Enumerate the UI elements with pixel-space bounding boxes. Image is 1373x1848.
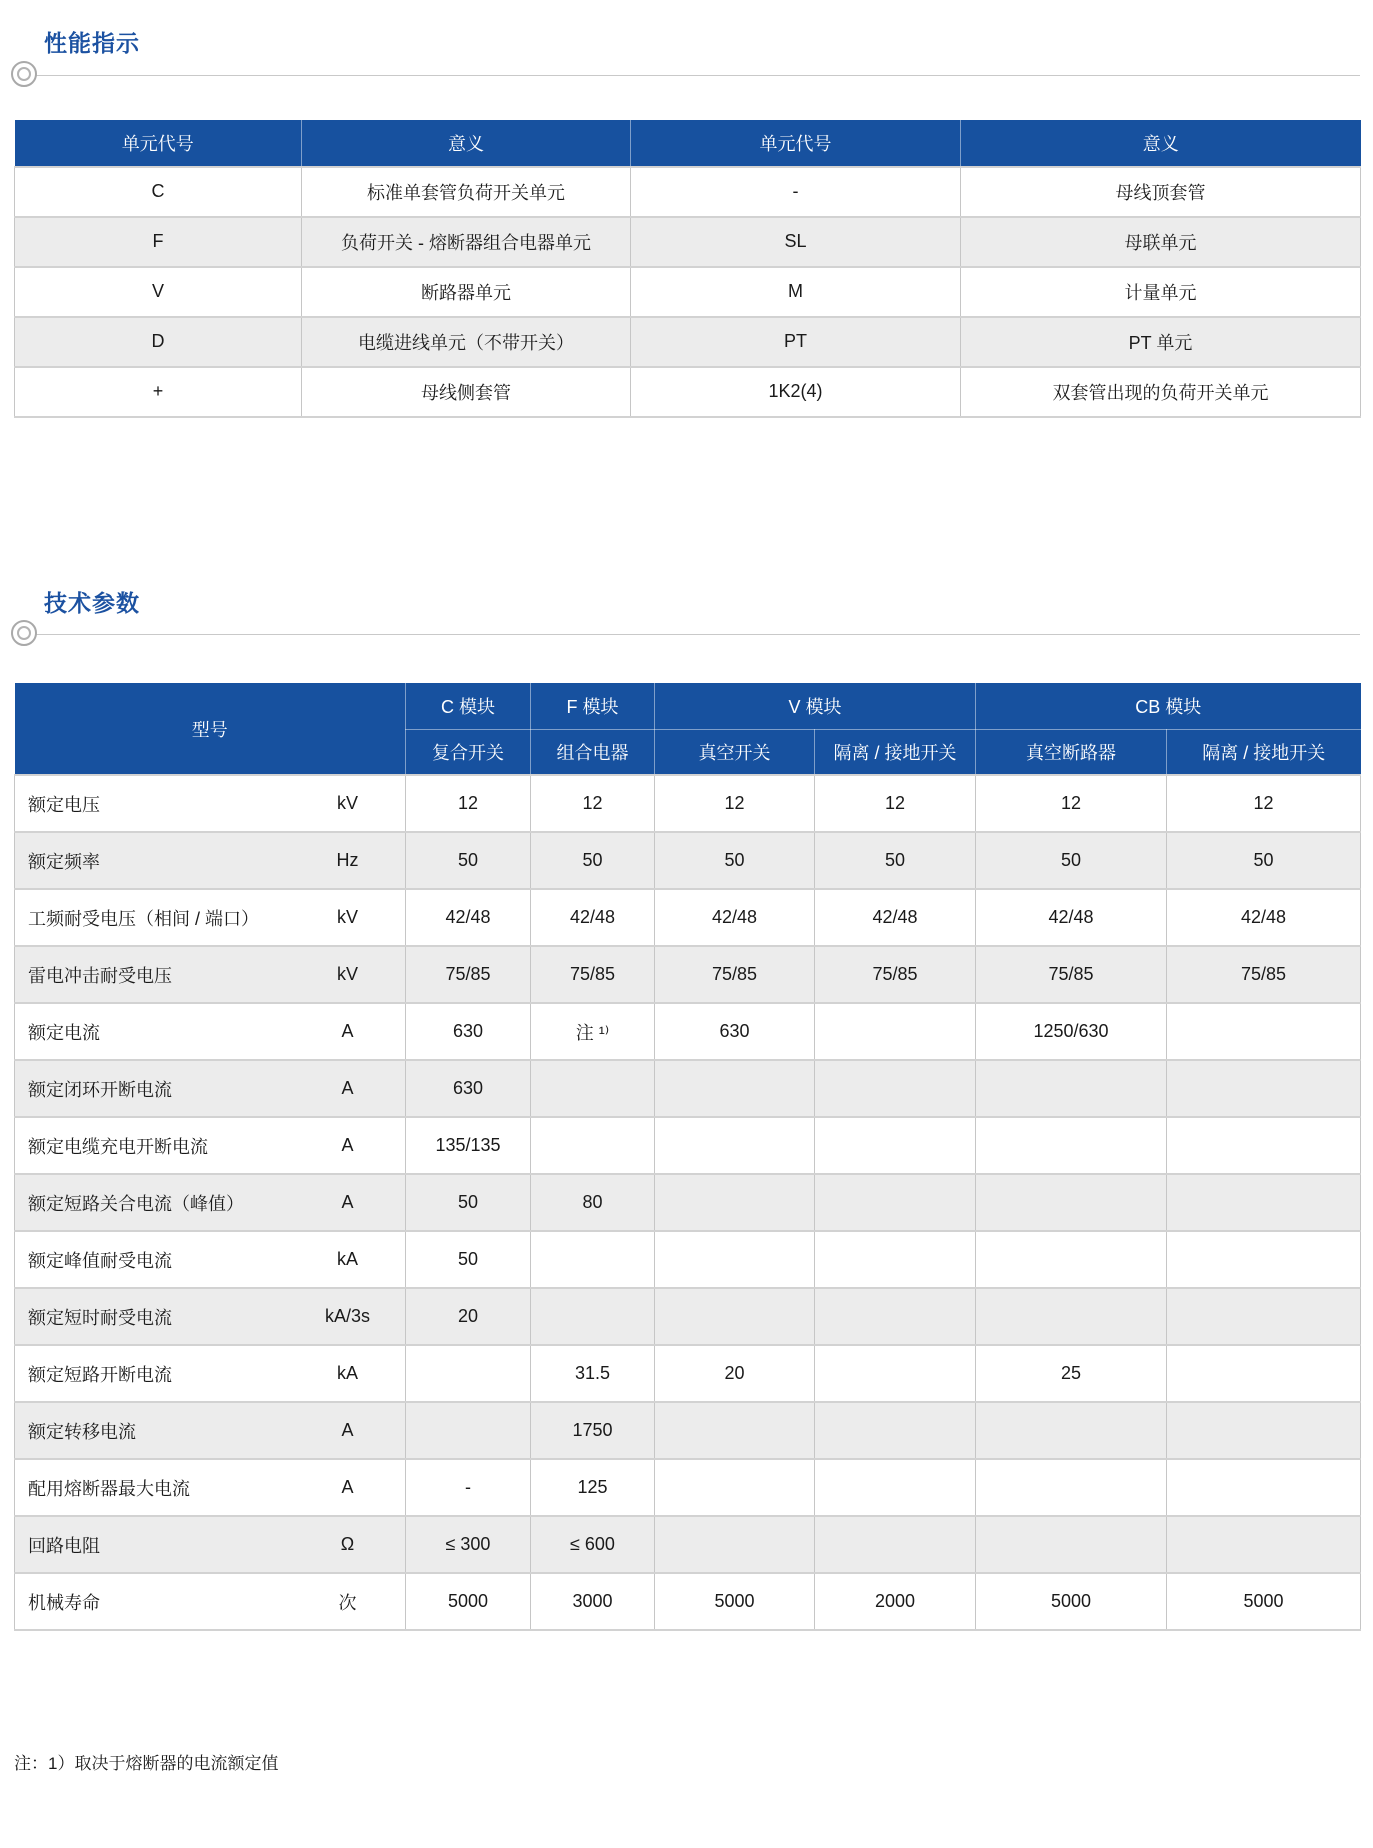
param-unit: kA <box>336 1249 358 1270</box>
value-cell <box>815 1060 976 1117</box>
param-name: 额定短路关合电流（峰值） <box>28 1193 244 1214</box>
value-cell <box>1167 1060 1361 1117</box>
meaning-cell: 计量单元 <box>961 267 1361 317</box>
value-cell: 75/85 <box>815 946 976 1003</box>
meaning-cell: 母联单元 <box>961 217 1361 267</box>
value-cell <box>1167 1117 1361 1174</box>
value-cell: 12 <box>1167 775 1361 832</box>
param-unit: A <box>341 1021 354 1042</box>
table-row <box>15 1516 1361 1573</box>
table-row <box>15 1288 1361 1345</box>
value-cell: 12 <box>655 775 815 832</box>
param-name: 额定闭环开断电流 <box>28 1079 172 1100</box>
meaning-cell: 断路器单元 <box>302 267 631 317</box>
table-row <box>15 889 1361 946</box>
model-header: 型号 <box>15 683 406 775</box>
value-cell <box>531 1231 655 1288</box>
table-row <box>15 1003 1361 1060</box>
subheader-isolation-earthing-switch: 隔离 / 接地开关 <box>815 729 976 775</box>
value-cell: 5000 <box>976 1573 1167 1630</box>
param-name: 额定频率 <box>28 851 100 872</box>
table-row <box>15 1459 1361 1516</box>
value-cell: 12 <box>406 775 531 832</box>
value-cell: 80 <box>531 1174 655 1231</box>
param-name: 额定电缆充电开断电流 <box>28 1136 208 1157</box>
value-cell <box>1167 1003 1361 1060</box>
subheader-vacuum-breaker: 真空断路器 <box>976 729 1167 775</box>
ring-marker-icon <box>11 620 37 646</box>
value-cell: 42/48 <box>1167 889 1361 946</box>
param-name: 额定短时耐受电流 <box>28 1307 172 1328</box>
param-name: 雷电冲击耐受电压 <box>28 965 172 986</box>
value-cell <box>815 1231 976 1288</box>
value-cell <box>976 1117 1167 1174</box>
value-cell: 50 <box>1167 832 1361 889</box>
param-cell <box>15 1516 406 1573</box>
value-cell: 12 <box>815 775 976 832</box>
value-cell <box>976 1402 1167 1459</box>
section-rule <box>0 58 1373 94</box>
value-cell <box>1167 1174 1361 1231</box>
divider-line <box>26 75 1360 76</box>
param-unit: kA <box>336 1363 358 1384</box>
unit-code-table <box>14 120 1361 418</box>
unit-code-header: 单元代号 <box>631 120 961 167</box>
table-row <box>15 317 1361 367</box>
value-cell: 1250/630 <box>976 1003 1167 1060</box>
value-cell <box>406 1345 531 1402</box>
param-cell <box>15 1573 406 1630</box>
value-cell <box>1167 1459 1361 1516</box>
value-cell <box>1167 1231 1361 1288</box>
unit-code-cell: M <box>631 267 961 317</box>
unit-code-cell: C <box>15 167 302 217</box>
table-row <box>15 367 1361 417</box>
param-cell <box>15 1231 406 1288</box>
value-cell: 125 <box>531 1459 655 1516</box>
table-row <box>15 775 1361 832</box>
module-cb-header: CB 模块 <box>976 683 1361 729</box>
param-cell <box>15 1174 406 1231</box>
value-cell <box>815 1402 976 1459</box>
unit-code-cell: V <box>15 267 302 317</box>
value-cell: 42/48 <box>655 889 815 946</box>
value-cell <box>976 1516 1167 1573</box>
value-cell <box>976 1288 1167 1345</box>
param-name: 额定电压 <box>28 794 100 815</box>
value-cell <box>655 1288 815 1345</box>
module-c-header: C 模块 <box>406 683 531 729</box>
value-cell: 50 <box>406 1231 531 1288</box>
value-cell: 50 <box>406 1174 531 1231</box>
value-cell: 135/135 <box>406 1117 531 1174</box>
divider-line <box>26 634 1360 635</box>
param-name: 机械寿命 <box>28 1592 100 1613</box>
table-row <box>15 1231 1361 1288</box>
table-row <box>15 1402 1361 1459</box>
param-name: 回路电阻 <box>28 1535 100 1556</box>
value-cell: 75/85 <box>655 946 815 1003</box>
value-cell <box>1167 1402 1361 1459</box>
unit-code-cell: 1K2(4) <box>631 367 961 417</box>
tech-params-table <box>14 683 1361 1631</box>
value-cell <box>1167 1516 1361 1573</box>
value-cell <box>815 1288 976 1345</box>
value-cell: 50 <box>655 832 815 889</box>
ring-marker-icon <box>11 61 37 87</box>
param-name: 额定峰值耐受电流 <box>28 1250 172 1271</box>
value-cell: 20 <box>655 1345 815 1402</box>
value-cell: 75/85 <box>976 946 1167 1003</box>
value-cell <box>976 1060 1167 1117</box>
value-cell: 2000 <box>815 1573 976 1630</box>
table-header-row <box>15 683 1361 729</box>
unit-code-cell: PT <box>631 317 961 367</box>
value-cell <box>976 1174 1167 1231</box>
param-unit: Ω <box>340 1534 355 1555</box>
value-cell: ≤ 600 <box>531 1516 655 1573</box>
table-row <box>15 1060 1361 1117</box>
footnote: 注：1）取决于熔断器的电流额定值 <box>14 1754 279 1774</box>
table-row <box>15 1117 1361 1174</box>
param-unit: A <box>341 1078 354 1099</box>
value-cell <box>655 1117 815 1174</box>
value-cell <box>655 1231 815 1288</box>
param-unit: kA/3s <box>324 1306 371 1327</box>
meaning-cell: 负荷开关 - 熔断器组合电器单元 <box>302 217 631 267</box>
value-cell: 50 <box>406 832 531 889</box>
param-cell <box>15 1402 406 1459</box>
value-cell: 50 <box>976 832 1167 889</box>
table-row <box>15 1345 1361 1402</box>
unit-code-cell: D <box>15 317 302 367</box>
unit-code-cell: - <box>631 167 961 217</box>
meaning-cell: 电缆进线单元（不带开关） <box>302 317 631 367</box>
param-unit: kV <box>336 907 358 928</box>
param-cell <box>15 1288 406 1345</box>
meaning-header: 意义 <box>302 120 631 167</box>
subheader-vacuum-switch: 真空开关 <box>655 729 815 775</box>
unit-code-cell: F <box>15 217 302 267</box>
param-name: 配用熔断器最大电流 <box>28 1478 190 1499</box>
value-cell <box>406 1402 531 1459</box>
unit-code-header: 单元代号 <box>15 120 302 167</box>
value-cell: 5000 <box>1167 1573 1361 1630</box>
param-name: 工频耐受电压（相间 / 端口） <box>28 908 260 929</box>
value-cell: 20 <box>406 1288 531 1345</box>
value-cell: 42/48 <box>976 889 1167 946</box>
param-unit: A <box>341 1477 354 1498</box>
ring-marker-inner-icon <box>17 626 31 640</box>
param-unit: Hz <box>336 850 359 871</box>
value-cell: 5000 <box>406 1573 531 1630</box>
meaning-header: 意义 <box>961 120 1361 167</box>
param-unit: kV <box>336 964 358 985</box>
meaning-cell: 母线侧套管 <box>302 367 631 417</box>
value-cell: 42/48 <box>815 889 976 946</box>
value-cell: 630 <box>655 1003 815 1060</box>
value-cell <box>531 1288 655 1345</box>
subheader-combined-apparatus: 组合电器 <box>531 729 655 775</box>
value-cell <box>815 1345 976 1402</box>
value-cell <box>815 1516 976 1573</box>
value-cell: 75/85 <box>531 946 655 1003</box>
value-cell <box>976 1459 1167 1516</box>
value-cell: 50 <box>815 832 976 889</box>
table-row <box>15 167 1361 217</box>
param-cell <box>15 889 406 946</box>
value-cell <box>815 1459 976 1516</box>
param-unit: kV <box>336 793 358 814</box>
value-cell <box>976 1231 1167 1288</box>
value-cell: 75/85 <box>1167 946 1361 1003</box>
value-cell: 12 <box>531 775 655 832</box>
value-cell <box>655 1060 815 1117</box>
value-cell: 5000 <box>655 1573 815 1630</box>
value-cell: 3000 <box>531 1573 655 1630</box>
unit-code-cell: + <box>15 367 302 417</box>
module-f-header: F 模块 <box>531 683 655 729</box>
value-cell <box>1167 1288 1361 1345</box>
value-cell: ≤ 300 <box>406 1516 531 1573</box>
value-cell: 42/48 <box>531 889 655 946</box>
table-row <box>15 1174 1361 1231</box>
value-cell: 注 ¹⁾ <box>531 1003 655 1060</box>
value-cell <box>655 1459 815 1516</box>
unit-code-cell: SL <box>631 217 961 267</box>
table-row <box>15 217 1361 267</box>
ring-marker-inner-icon <box>17 67 31 81</box>
value-cell: 630 <box>406 1060 531 1117</box>
param-cell <box>15 1345 406 1402</box>
param-cell <box>15 1459 406 1516</box>
param-cell <box>15 946 406 1003</box>
section-performance <box>0 30 1373 94</box>
table-row <box>15 1573 1361 1630</box>
param-cell <box>15 775 406 832</box>
param-name: 额定短路开断电流 <box>28 1364 172 1385</box>
value-cell <box>815 1174 976 1231</box>
meaning-cell: PT 单元 <box>961 317 1361 367</box>
module-v-header: V 模块 <box>655 683 976 729</box>
param-cell <box>15 832 406 889</box>
meaning-cell: 双套管出现的负荷开关单元 <box>961 367 1361 417</box>
value-cell: 12 <box>976 775 1167 832</box>
value-cell: 50 <box>531 832 655 889</box>
subheader-composite-switch: 复合开关 <box>406 729 531 775</box>
section-title-tech-params: 技术参数 <box>44 589 140 616</box>
value-cell: 75/85 <box>406 946 531 1003</box>
value-cell: 1750 <box>531 1402 655 1459</box>
value-cell <box>531 1060 655 1117</box>
param-unit: 次 <box>338 1592 357 1613</box>
value-cell <box>531 1117 655 1174</box>
value-cell <box>655 1516 815 1573</box>
param-unit: A <box>341 1135 354 1156</box>
value-cell <box>1167 1345 1361 1402</box>
table-row <box>15 267 1361 317</box>
param-cell <box>15 1117 406 1174</box>
subheader-isolation-earthing-switch: 隔离 / 接地开关 <box>1167 729 1361 775</box>
param-unit: A <box>341 1192 354 1213</box>
value-cell: 31.5 <box>531 1345 655 1402</box>
table-row <box>15 832 1361 889</box>
value-cell <box>815 1117 976 1174</box>
meaning-cell: 母线顶套管 <box>961 167 1361 217</box>
value-cell <box>655 1402 815 1459</box>
param-cell <box>15 1060 406 1117</box>
value-cell <box>815 1003 976 1060</box>
meaning-cell: 标准单套管负荷开关单元 <box>302 167 631 217</box>
param-cell <box>15 1003 406 1060</box>
param-name: 额定转移电流 <box>28 1421 136 1442</box>
value-cell: 42/48 <box>406 889 531 946</box>
table-header-row <box>15 120 1361 167</box>
param-unit: A <box>341 1420 354 1441</box>
value-cell <box>655 1174 815 1231</box>
value-cell: 630 <box>406 1003 531 1060</box>
param-name: 额定电流 <box>28 1022 100 1043</box>
section-title-performance: 性能指示 <box>44 30 140 56</box>
value-cell: 25 <box>976 1345 1167 1402</box>
section-tech-params <box>0 590 1373 654</box>
table-row <box>15 946 1361 1003</box>
value-cell: - <box>406 1459 531 1516</box>
section-rule <box>0 617 1373 653</box>
